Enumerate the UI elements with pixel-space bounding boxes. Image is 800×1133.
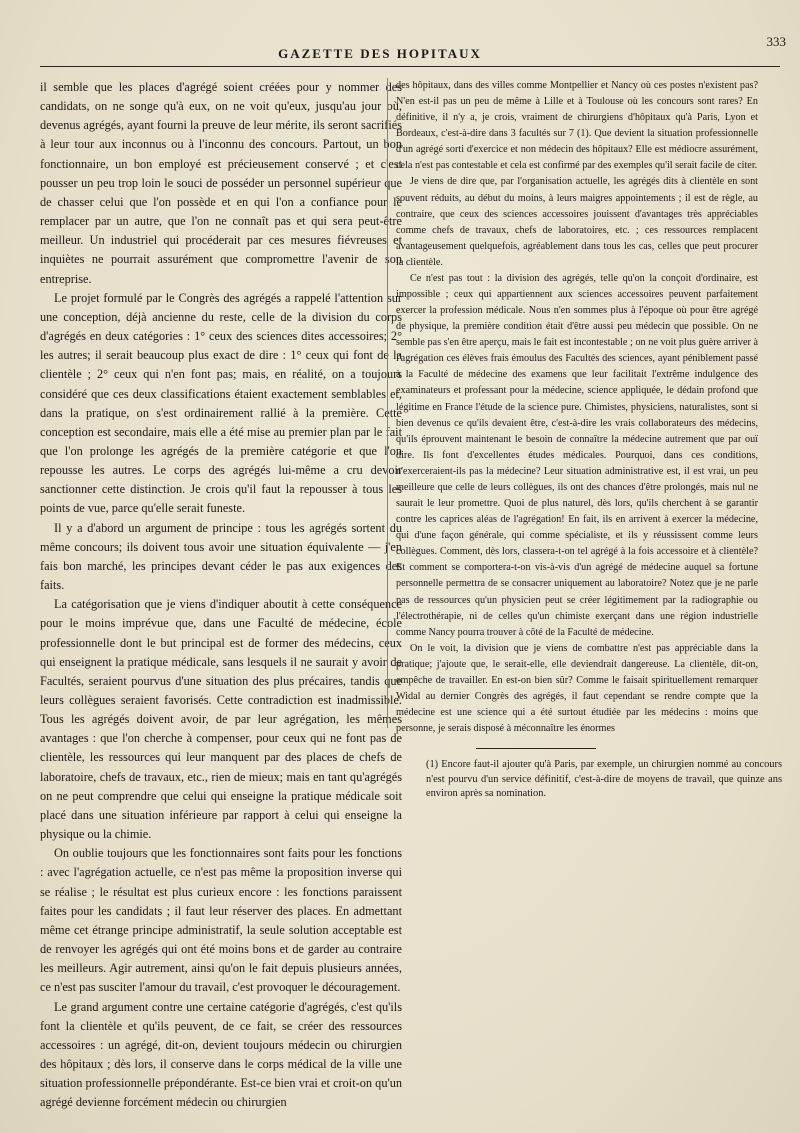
left-column — [40, 78, 402, 1112]
right-column — [396, 78, 758, 737]
footnote: (1) Encore faut-il ajouter qu'à Paris, par exemple, un chirurgien nommé au concours n'est pourvu d'un service définitif, c'est-à-dire de moyens de travail, que quinze ans environ après sa nomination. — [426, 759, 782, 799]
paragraph: Ce n'est pas tout : la division des agrégés, telle qu'on la conçoit d'ordinaire, est impossible ; ceux qui appartiennent aux sciences accessoires peuvent parfaitement exercer la profession médicale. Nous n'en sommes plus à l'époque où pour être agrégé de physique, la première condition était d'être aussi peu médecin que possible. On ne semble pas s'en être aperçu, mais le fait est incontestable ; on ne voit plus guère arriver à l'agrégation ces élèves frais émoulus des Facultés des sciences, ayant péniblement passé à la Faculté de médecine des examens que leur facilitait l'extrême indulgence des examinateurs et professant pour la médecine, science appliquée, le dédain profond que légitime en France l'étude de la science pure. Chimistes, physiciens, naturalistes, sont si bien devenus ce qu'ils devaient être, c'est-à-dire les vrais collaborateurs des médecins, qu'ils éprouvent maintenant le besoin de connaître la médecine autrement que par ouï dire. Ils font d'excellentes études médicales. Pourquoi, dans ces conditions, n'exerceraient-ils pas la médecine? Leur situation administrative est, il est vrai, un peu meilleure que celle de leurs collègues, ils ont des chances d'être prolongés, mais nul ne saurait le leur promettre. Quoi de plus naturel, dès lors, qu'ils cherchent à se garantir contre les caprices aléas de l'agrégation! En fait, ils en arrivent à exercer la médecine, qui d'une façon générale, qui comme spécialiste, et ils y réussissent comme leurs collègues. Comment, dès lors, classera-t-on tel agrégé à la fois accessoire et à clientèle? Et comment se comportera-t-on vis-à-vis d'un agrégé de médecine auquel sa fortune personnelle permettra de se consacrer uniquement au laboratoire? Notez que je ne parle pas de ressources qu'un physicien peut se créer légitimement par la radiographie ou l'électrothérapie, ni de celles qu'un chimiste exerçant dans une région industrielle comme Nancy pourra trouver à côté de la Faculté de médecine. — [396, 272, 758, 638]
page-header — [0, 34, 800, 64]
paragraph: Je viens de dire que, par l'organisation actuelle, les agrégés dits à clientèle en sont souvent réduits, au début du moins, à leurs maigres appointements ; il est de règle, au contraire, que ceux des sciences accessoires jouissent d'avantages très appréciables comme chefs de travaux, chefs de laboratoires, etc. ; ces ressources remplacent avantageusement quelquefois, agréablement dans tous les cas, celles que peut procurer la clientèle. — [396, 176, 758, 268]
page-number: 333 — [766, 34, 786, 49]
column-divider — [387, 78, 388, 728]
paragraph: il semble que les places d'agrégé soient créées pour y nommer des candidats, on ne songe qu'à eux, on ne voit qu'eux, jusqu'au jour où, devenus agrégés, ayant fourni la preuve de leur mérite, ils seront sacrifiés à leur tour aux inconnus ou à l'inconnu des concours. Partout, un bon fonctionnaire, un bon employé est précieusement conservé ; et c'est pousser un peu trop loin le souci de posséder un personnel supérieur que de chasser celui que l'on possède et en qui l'on a confiance pour le remplacer par un autre, que l'on ne connaît pas et qui sera peut-être meilleur. Un industriel qui procéderait par ces mesures fiévreuses et inquiètes ne pourrait assurément que compromettre l'avenir de son entreprise. — [40, 80, 402, 286]
paragraph: Le projet formulé par le Congrès des agrégés a rappelé l'attention sur une conception, déjà ancienne du reste, celle de la division du corps d'agrégés en deux catégories : 1° ceux des sciences dites accessoires; 2° les autres; il serait beaucoup plus exact de dire : 1° ceux qui font de la clientèle ; 2° ceux qui n'en font pas; mais, en réalité, on a toujours considéré que ces deux classifications étaient exactement semblables et, dans la pratique, on s'est ordinairement rallié à la première. Cette conception est secondaire, mais elle a été mise au premier plan par le fait que l'on prolonge les agrégés de la première catégorie et que l'on repousse les autres. Le corps des agrégés lui-même a cru devoir sanctionner cette distinction. Je crois qu'il faut la repousser à tous les points de vue, parce qu'elle serait funeste. — [40, 290, 402, 516]
header-rule — [40, 66, 780, 67]
paragraph: La catégorisation que je viens d'indiquer aboutit à cette conséquence pour le moins imprévue que, dans une Faculté de médecine, école professionnelle dont le but principal est de former des médecins, ceux qui enseignent la pratique médicale, sans lesquels il ne saurait y avoir de Facultés, seraient pourvus d'une situation des plus précaires, tandis que leurs collègues seraient favorisés. Cette contradiction est inadmissible. Tous les agrégés doivent avoir, de par leur agrégation, les mêmes avantages : que l'on cherche à compenser, pour ceux qui ne font pas de clientèle, les ressources qui leur manquent par des places de chefs de laboratoire, chefs de travaux, etc., rien de mieux; mais en tant qu'agrégés on ne peut comprendre que celui qui enseigne la pratique médicale soit placé dans une situation inférieure par rapport à celui qui enseigne la physique ou la chimie. — [40, 597, 402, 842]
journal-title: GAZETTE DES HOPITAUX — [278, 46, 482, 61]
paragraph: Il y a d'abord un argument de principe : tous les agrégés sortent du même concours; ils doivent tous avoir une situation équivalente — j'en fais bon marché, les principes devant céder le pas aux exigences des faits. — [40, 520, 402, 593]
paragraph: Le grand argument contre une certaine catégorie d'agrégés, c'est qu'ils font la clientèle et qu'ils peuvent, de ce fait, se créer des ressources accessoires : un agrégé, dit-on, devient toujours médecin ou chirurgien des hôpitaux ; dès lors, il conserve dans le corps médical de la ville une situation professionnelle prépondérante. Est-ce bien vrai et croit-on qu'un agrégé devienne forcément médecin ou chirurgien — [40, 999, 402, 1110]
paragraph: On oublie toujours que les fonctionnaires sont faits pour les fonctions : avec l'agrégation actuelle, ce n'est pas même la proposition inverse qui se réalise ; le résultat est plus curieux encore : les fonctions paraissent faites pour les candidats ; il faut leur réserver des places. En admettant même cet étrange principe administratif, la seule solution acceptable est de renvoyer les agrégés qui ont été moins bons et de garder au contraire les meilleurs. Agir autrement, ainsi qu'on le fait depuis plusieurs années, ce n'est pas susciter l'amour du travail, c'est provoquer le découragement. — [40, 846, 402, 995]
paragraph: des hôpitaux, dans des villes comme Montpellier et Nancy où ces postes n'existent pas? N'en est-il pas un peu de même à Lille et à Toulouse où les concours sont rares? En définitive, il n'y a, je crois, vraiment de chirurgiens d'hôpitaux qu'à Paris, Lyon et Bordeaux, c'est-à-dire dans 3 facultés sur 7 (1). Que devient la situation professionnelle d'un agrégé sorti d'exercice et non médecin des hôpitaux? Elle est médiocre assurément, cela n'est pas contestable et cela est confirmé par des exemples qu'il serait facile de citer. — [396, 80, 758, 172]
footnote-rule — [476, 748, 596, 749]
paragraph: On le voit, la division que je viens de combattre n'est pas appréciable dans la pratique; j'ajoute que, le serait-elle, elle deviendrait dangereuse. La clientèle, dit-on, empêche de travailler. En est-on bien sûr? Comme le faisait spirituellement remarquer Widal au dernier Congrès des agrégés, il faut cependant se rendre compte que la médecine est une science qui a été surtout étudiée par les médecins : moins que personne, je serais disposé à méconnaître les énormes — [396, 642, 758, 735]
